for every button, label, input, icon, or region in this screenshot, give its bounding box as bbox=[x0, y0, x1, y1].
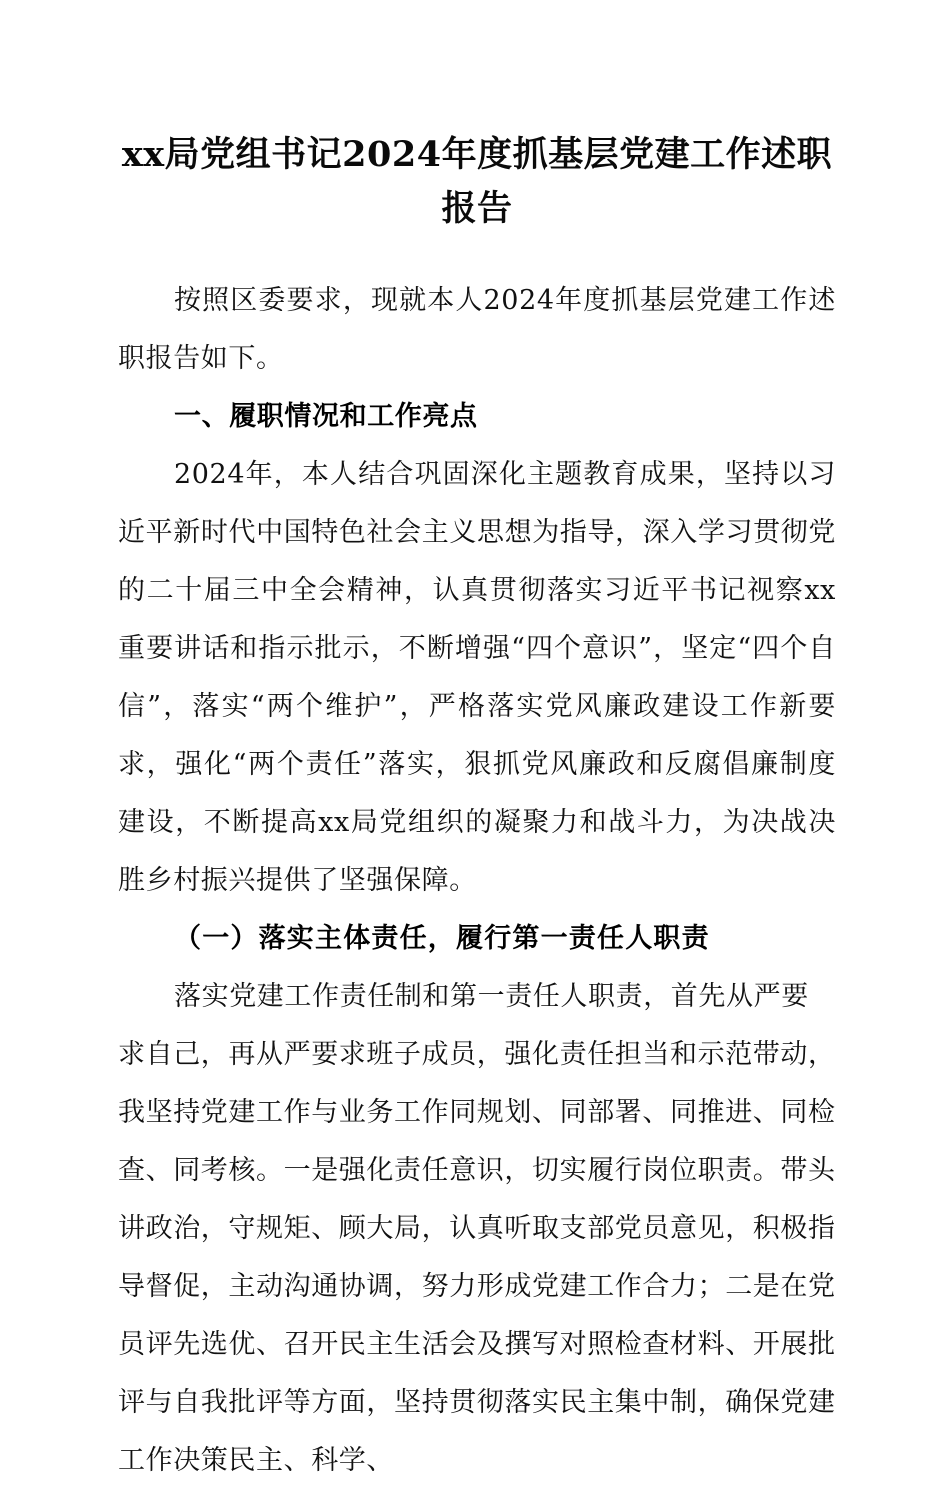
section-heading-1: 一、履职情况和工作亮点 bbox=[174, 401, 478, 432]
subsection-heading-1: （一）落实主体责任，履行第一责任人职责 bbox=[174, 923, 710, 954]
intro-paragraph: 按照区委要求，现就本人2024年度抓基层党建工作述职报告如下。 bbox=[118, 285, 836, 374]
page-title: xx局党组书记2024年度抓基层党建工作述职报告 bbox=[121, 134, 833, 229]
body-paragraph-2: 落实党建工作责任制和第一责任人职责，首先从严要求自己，再从严要求班子成员，强化责任担当和示范带动，我坚持党建工作与业务工作同规划、同部署、同推进、同检查、同考核。一是强化责任意识，切实履行岗位职责。带头讲政治，守规矩、顾大局，认真听取支部党员意见，积极指导督促，主动沟通协调，努力形成党建工作合力；二是在党员评先选优、召开民主生活会及撰写对照检查材料、开展批评与自我批评等方面，坚持贯彻落实民主集中制，确保党建工作决策民主、科学、 bbox=[118, 981, 836, 1476]
body-paragraph-1: 2024年，本人结合巩固深化主题教育成果，坚持以习近平新时代中国特色社会主义思想为指导，深入学习贯彻党的二十届三中全会精神，认真贯彻落实习近平书记视察xx重要讲话和指示批示，不断增强“四个意识”，坚定“四个自信”，落实“两个维护”，严格落实党风廉政建设工作新要求，强化“两个责任”落实，狠抓党风廉政和反腐倡廉制度建设，不断提高xx局党组织的凝聚力和战斗力，为决战决胜乡村振兴提供了坚强保障。 bbox=[118, 459, 836, 896]
document-body bbox=[118, 272, 836, 1490]
